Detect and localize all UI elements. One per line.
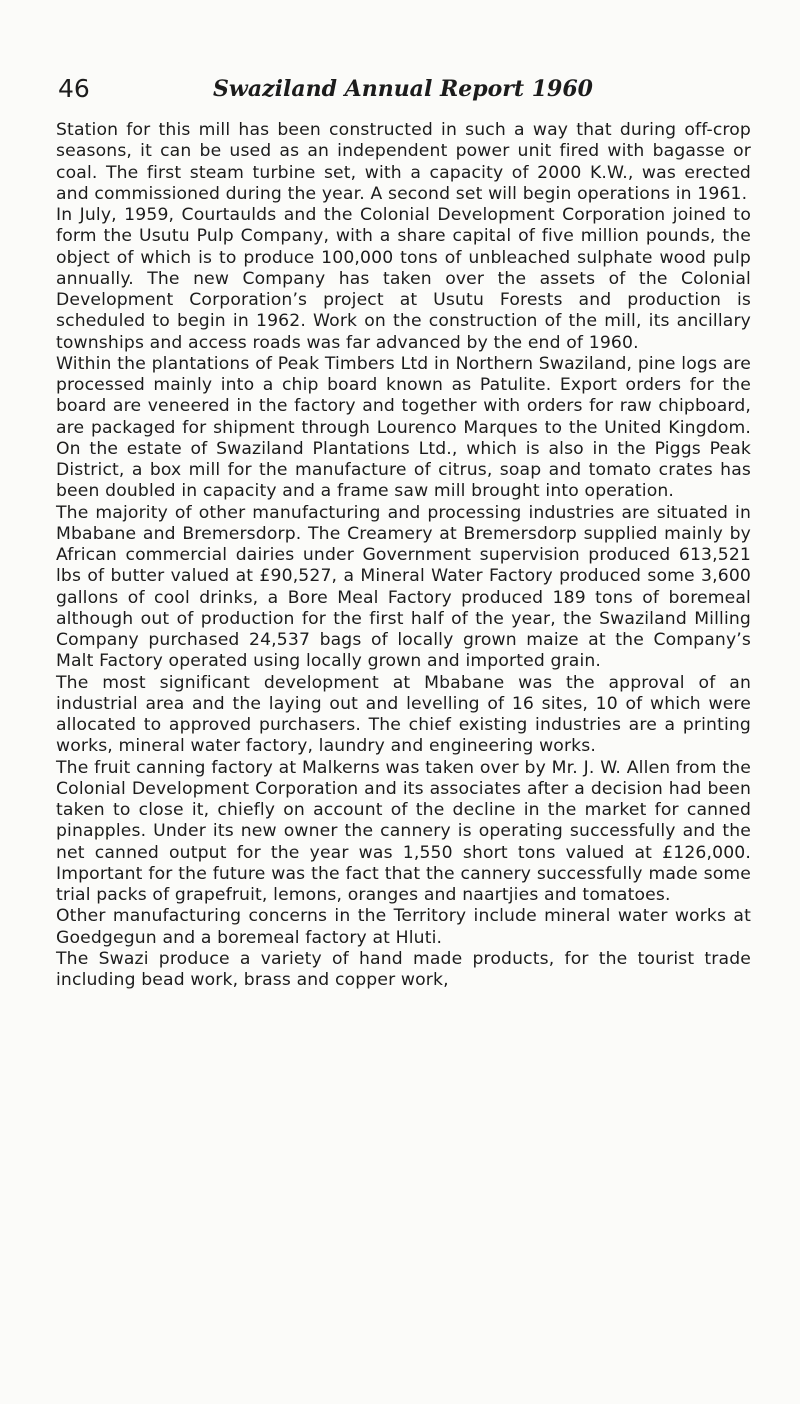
running-title: Swaziland Annual Report 1960 xyxy=(213,76,593,102)
paragraph-other-manufacturing: Other manufacturing concerns in the Territory include mineral water works at Goedgegun and a boremeal factory at Hluti. xyxy=(56,906,751,948)
paragraph-power-station: Station for this mill has been constructed in such a way that during off-crop seasons, it can be used as an independent power unit fired with bagasse or coal. The first steam turbine set, with a capacity of 2000 K.W., was erected and commissioned during the year. A second set will begin operations in 1961. xyxy=(56,120,751,204)
body-text xyxy=(56,120,751,991)
paragraph-peak-timbers: Within the plantations of Peak Timbers Ltd in Northern Swaziland, pine logs are processed mainly into a chip board known as Patulite. Export orders for the board are veneered in the factory and together with orders for raw chipboard, are packaged for shipment through Lourenco Marques to the United Kingdom. On the estate of Swaziland Plantations Ltd., which is also in the Piggs Peak District, a box mill for the manufacture of citrus, soap and tomato crates has been doubled in capacity and a frame saw mill brought into operation. xyxy=(56,353,751,502)
page-header xyxy=(58,74,748,110)
paragraph-swazi-handmade-products: The Swazi produce a variety of hand made products, for the tourist trade including bead work, brass and copper work, xyxy=(56,948,751,990)
paragraph-mbabane-bremersdorp-industries: The majority of other manufacturing and processing industries are situated in Mbabane and Bremersdorp. The Creamery at Bremersdorp supplied mainly by African commercial dairies under Government supervision produced 613,521 lbs of butter valued at £90,527, a Mineral Water Factory produced some 3,600 gallons of cool drinks, a Bore Meal Factory produced 189 tons of boremeal although out of production for the first half of the year, the Swaziland Milling Company purchased 24,537 bags of locally grown maize at the Company’s Malt Factory operated using locally grown and imported grain. xyxy=(56,502,751,672)
page-number: 46 xyxy=(58,74,90,103)
paragraph-malkerns-cannery: The fruit canning factory at Malkerns was taken over by Mr. J. W. Allen from the Colonial Development Corporation and its associates after a decision had been taken to close it, chiefly on account of the decline in the market for canned pinapples. Under its new owner the cannery is operating successfully and the net canned output for the year was 1,550 short tons valued at £126,000. Important for the future was the fact that the cannery successfully made some trial packs of grapefruit, lemons, oranges and naartjies and tomatoes. xyxy=(56,757,751,905)
paragraph-mbabane-industrial-area: The most significant development at Mbabane was the approval of an industrial area and the laying out and levelling of 16 sites, 10 of which were allocated to approved purchasers. The chief existing industries are a printing works, mineral water factory, laundry and engineering works. xyxy=(56,672,751,757)
paragraph-usutu-pulp: In July, 1959, Courtaulds and the Colonial Development Corporation joined to form the Usutu Pulp Company, with a share capital of five million pounds, the object of which is to produce 100,000 tons of unbleached sulphate wood pulp annually. The new Company has taken over the assets of the Colonial Development Corporation’s project at Usutu Forests and production is scheduled to begin in 1962. Work on the construction of the mill, its ancillary townships and access roads was far advanced by the end of 1960. xyxy=(56,205,751,353)
